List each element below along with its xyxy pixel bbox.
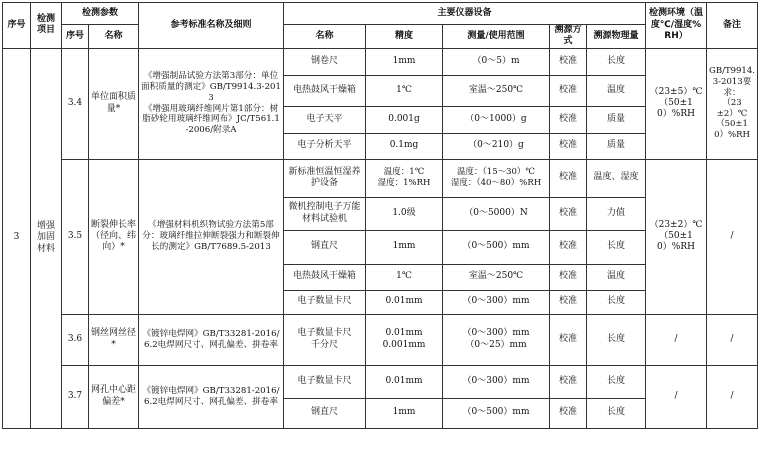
range-line: （0～25）mm (465, 339, 527, 350)
equipment-trace: 校准 (550, 398, 587, 428)
equipment-range: （0～1000）g (443, 106, 550, 133)
param-no: 3.6 (62, 314, 89, 365)
equipment-range: 室温～250℃ (443, 264, 550, 290)
equipment-table (2, 2, 758, 429)
equipment-precision: 0.1mg (366, 133, 443, 159)
equipment-name: 钢直尺 (284, 230, 366, 264)
param-reference: 《镀锌电焊网》GB/T33281-2016/6.2电焊网尺寸、网孔偏差、拼卷率 (139, 365, 284, 428)
precision-line: 0.001mm (382, 339, 426, 350)
header-eq-precision: 精度 (366, 25, 443, 49)
equipment-precision: 1℃ (366, 75, 443, 106)
range-line: （0～300）mm (462, 328, 530, 339)
header-item: 检测项目 (31, 3, 62, 49)
header-eq-trace-method: 溯源方式 (550, 25, 587, 49)
equipment-trace: 校准 (550, 230, 587, 264)
equipment-range: （0～500）mm (443, 398, 550, 428)
equipment-trace: 校准 (550, 365, 587, 398)
equipment-range: （0～300）mm (443, 365, 550, 398)
param-reference: 《增强材料机织物试验方法第5部分：玻璃纤维拉伸断裂强力和断裂伸长的测定》GB/T7689.5-2013 (139, 159, 284, 314)
equipment-name: 钢卷尺 (284, 48, 366, 75)
equipment-name: 钢直尺 (284, 398, 366, 428)
range-line: 湿度：（40～80）%RH (450, 178, 542, 188)
equipment-precision: 0.01mm (366, 365, 443, 398)
equipment-range: （0～5000）N (443, 197, 550, 230)
equipment-trace: 校准 (550, 106, 587, 133)
environment-cell: / (646, 314, 707, 365)
equipment-name: 电子数显卡尺 (284, 365, 366, 398)
environment-line: （23±5）℃ (649, 86, 703, 97)
equipment-quantity: 质量 (587, 133, 646, 159)
equipment-name: 电子天平 (284, 106, 366, 133)
header-remark: 备注 (707, 3, 758, 49)
equipment-trace: 校准 (550, 159, 587, 197)
equipment-quantity: 温度、湿度 (587, 159, 646, 197)
equipment-name: 电热鼓风干燥箱 (284, 75, 366, 106)
equipment-range: （0～5）m (443, 48, 550, 75)
equipment-range: （0～300）mm (443, 290, 550, 314)
equipment-name: 电子数显卡尺 (284, 290, 366, 314)
equipment-name: 微机控制电子万能材料试验机 (284, 197, 366, 230)
equipment-name: 新标准恒温恒湿养护设备 (284, 159, 366, 197)
equipment-quantity: 温度 (587, 264, 646, 290)
equipment-precision: 0.01mm (366, 290, 443, 314)
environment-cell: / (646, 365, 707, 428)
remark-line: GB/T9914.3-2013要求： (709, 66, 755, 98)
equipment-trace: 校准 (550, 133, 587, 159)
equipment-range (443, 159, 550, 197)
equipment-precision (366, 314, 443, 365)
header-eq-name: 名称 (284, 25, 366, 49)
header-reference: 参考标准名称及细则 (139, 3, 284, 49)
equipment-precision: 1mm (366, 398, 443, 428)
equipment-trace: 校准 (550, 48, 587, 75)
header-equipment: 主要仪器设备 (284, 3, 646, 25)
equipment-quantity: 长度 (587, 314, 646, 365)
equipment-precision: 1mm (366, 48, 443, 75)
equipment-range (443, 314, 550, 365)
environment-cell (646, 159, 707, 314)
equipment-quantity: 长度 (587, 365, 646, 398)
precision-line: 0.01mm (385, 328, 423, 339)
equipment-name (284, 314, 366, 365)
environment-line: （50±10）%RH (657, 97, 695, 120)
header-eq-range: 测量/使用范围 (443, 25, 550, 49)
equipment-trace: 校准 (550, 75, 587, 106)
header-param-name: 名称 (89, 25, 139, 49)
param-no: 3.4 (62, 48, 89, 159)
equipment-range: 室温～250℃ (443, 75, 550, 106)
environment-line: （50±10）%RH (657, 230, 695, 253)
equipment-quantity: 长度 (587, 398, 646, 428)
header-eq-trace-quantity: 溯源物理量 (587, 25, 646, 49)
equipment-precision: 1.0级 (366, 197, 443, 230)
param-reference: 《镀锌电焊网》GB/T33281-2016/6.2电焊网尺寸、网孔偏差、拼卷率 (139, 314, 284, 365)
remark-cell: / (707, 159, 758, 314)
header-params: 检测参数 (62, 3, 139, 25)
equipment-trace: 校准 (550, 264, 587, 290)
equipment-name: 电热鼓风干燥箱 (284, 264, 366, 290)
reference-line: 《增强制品试验方法第3部分：单位面积质量的测定》GB/T9914.3-2013 (141, 71, 281, 103)
param-no: 3.5 (62, 159, 89, 314)
precision-line: 温度：1℃ (383, 167, 425, 178)
param-no: 3.7 (62, 365, 89, 428)
param-name: 单位面积质量* (89, 48, 139, 159)
equipment-name-line: 千分尺 (310, 339, 338, 350)
equipment-name: 电子分析天平 (284, 133, 366, 159)
environment-line: （23±2）℃ (649, 219, 703, 230)
row-item: 增强加固材料 (31, 48, 62, 428)
equipment-quantity: 长度 (587, 48, 646, 75)
equipment-precision (366, 159, 443, 197)
header-environment: 检测环境（温度℃/湿度%RH） (646, 3, 707, 49)
equipment-range: （0～500）mm (443, 230, 550, 264)
equipment-name-line: 电子数显卡尺 (297, 328, 352, 339)
param-name: 钢丝网丝径* (89, 314, 139, 365)
equipment-trace: 校准 (550, 290, 587, 314)
equipment-quantity: 质量 (587, 106, 646, 133)
param-name: 网孔中心距偏差* (89, 365, 139, 428)
equipment-quantity: 长度 (587, 230, 646, 264)
remark-cell: / (707, 314, 758, 365)
equipment-trace: 校准 (550, 197, 587, 230)
param-name: 断裂伸长率（径向、纬向）* (89, 159, 139, 314)
remark-line: （50±10）%RH (714, 119, 750, 141)
equipment-range: （0～210）g (443, 133, 550, 159)
header-param-seq: 序号 (62, 25, 89, 49)
reference-line: 《增强用玻璃纤维网片第1部分：树脂砂轮用玻璃纤维网布》JC/T561.1-2006/附录A (142, 103, 280, 135)
equipment-precision: 0.001g (366, 106, 443, 133)
equipment-quantity: 长度 (587, 290, 646, 314)
environment-cell (646, 48, 707, 159)
remark-cell: / (707, 365, 758, 428)
range-line: 温度：（15～30）℃ (457, 167, 535, 178)
equipment-precision: 1℃ (366, 264, 443, 290)
equipment-trace: 校准 (550, 314, 587, 365)
remark-line: （23±2）℃ (716, 98, 748, 119)
equipment-quantity: 温度 (587, 75, 646, 106)
header-seq: 序号 (3, 3, 31, 49)
equipment-precision: 1mm (366, 230, 443, 264)
remark-cell (707, 48, 758, 159)
equipment-quantity: 力值 (587, 197, 646, 230)
param-reference (139, 48, 284, 159)
precision-line: 湿度：1%RH (377, 178, 431, 188)
row-seq: 3 (3, 48, 31, 428)
